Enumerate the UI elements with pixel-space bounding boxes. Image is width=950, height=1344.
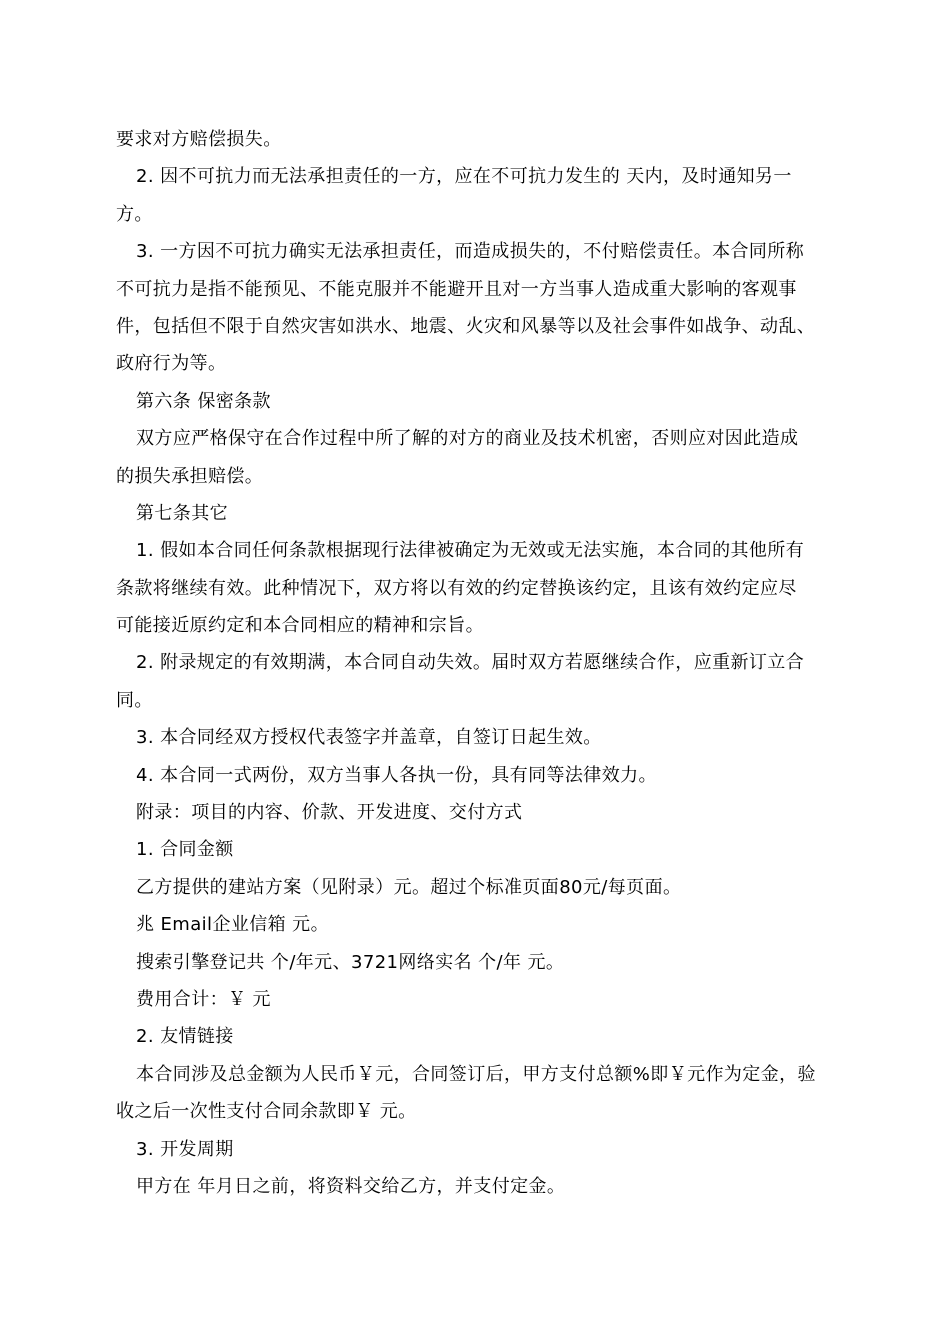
text-line: 2. 附录规定的有效期满，本合同自动失效。届时双方若愿继续合作，应重新订立合 <box>136 652 805 674</box>
text-line: 方。 <box>116 203 153 225</box>
text-line: 2. 因不可抗力而无法承担责任的一方，应在不可抗力发生的 天内，及时通知另一 <box>136 166 792 188</box>
text-line: 3. 一方因不可抗力确实无法承担责任，而造成损失的，不付赔偿责任。本合同所称 <box>136 241 805 263</box>
text-line: 1. 合同金额 <box>136 839 234 861</box>
text-line: 条款将继续有效。此种情况下，双方将以有效的约定替换该约定，且该有效约定应尽 <box>116 577 797 599</box>
text-line: 3. 开发周期 <box>136 1138 234 1160</box>
text-line: 甲方在 年月日之前，将资料交给乙方，并支付定金。 <box>136 1175 566 1197</box>
document-body <box>116 121 846 1205</box>
text-line: 3. 本合同经双方授权代表签字并盖章，自签订日起生效。 <box>136 727 602 749</box>
text-line: 收之后一次性支付合同余款即￥ 元。 <box>116 1101 417 1123</box>
text-line: 乙方提供的建站方案（见附录）元。超过个标准页面80元/每页面。 <box>136 876 682 898</box>
text-line: 的损失承担赔偿。 <box>116 465 264 487</box>
text-line: 可能接近原约定和本合同相应的精神和宗旨。 <box>116 615 484 637</box>
text-line: 4. 本合同一式两份，双方当事人各执一份，具有同等法律效力。 <box>136 764 657 786</box>
text-line: 本合同涉及总金额为人民币￥元，合同签订后，甲方支付总额%即￥元作为定金，验 <box>136 1063 816 1085</box>
text-line: 费用合计：￥ 元 <box>136 988 271 1010</box>
text-line: 兆 Email企业信箱 元。 <box>136 914 329 936</box>
text-line: 不可抗力是指不能预见、不能克服并不能避开且对一方当事人造成重大影响的客观事 <box>116 278 797 300</box>
text-line: 件，包括但不限于自然灾害如洪水、地震、火灾和风暴等以及社会事件如战争、动乱、 <box>116 315 816 337</box>
text-line: 2. 友情链接 <box>136 1026 234 1048</box>
text-line: 双方应严格保守在合作过程中所了解的对方的商业及技术机密，否则应对因此造成 <box>136 428 799 450</box>
text-line: 同。 <box>116 689 153 711</box>
text-line: 要求对方赔偿损失。 <box>116 129 282 150</box>
section-heading: 第六条 保密条款 <box>136 390 271 412</box>
text-line: 1. 假如本合同任何条款根据现行法律被确定为无效或无法实施，本合同的其他所有 <box>136 540 805 562</box>
text-line: 政府行为等。 <box>116 353 227 375</box>
text-line: 搜索引擎登记共 个/年元、3721网络实名 个/年 元。 <box>136 951 565 973</box>
appendix-heading: 附录：项目的内容、价款、开发进度、交付方式 <box>136 802 523 824</box>
section-heading: 第七条其它 <box>136 502 228 524</box>
